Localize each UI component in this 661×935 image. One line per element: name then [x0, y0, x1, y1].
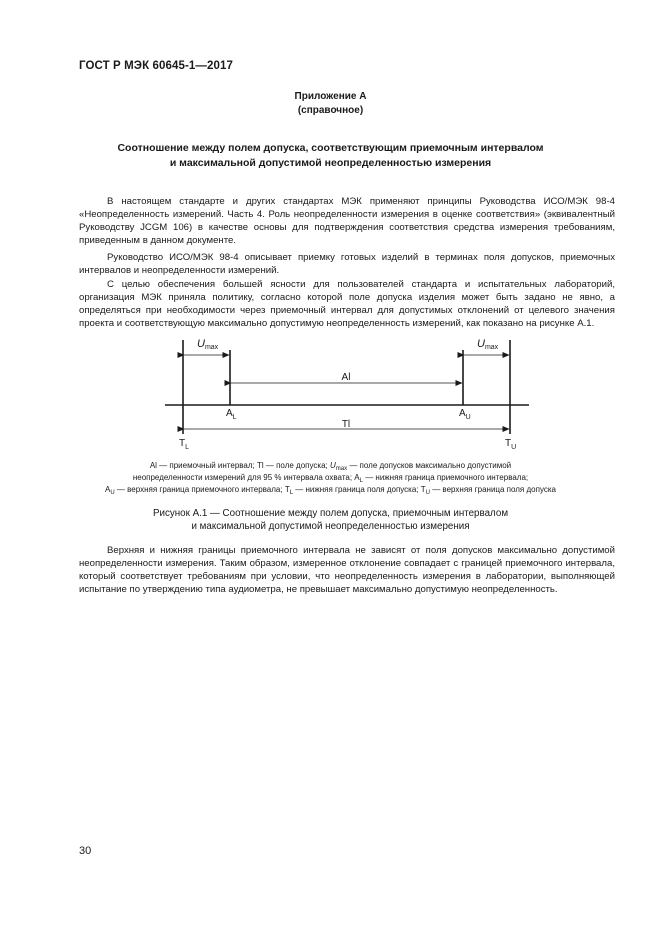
title-line-1: Соотношение между полем допуска, соответствующим приемочным интервалом — [117, 142, 544, 154]
title-line-2: и максимальной допустимой неопределенностью измерения — [169, 157, 492, 169]
appendix-label: Приложение А — [294, 91, 367, 102]
legend-line-1: Al — приемочный интервал; Tl — поле допуска; $U_{max}$ — поле допусков максимально допустимой — [149, 461, 512, 472]
document-code: ГОСТ Р МЭК 60645-1—2017 — [79, 60, 233, 72]
caption-line-1: Рисунок А.1 — Соотношение между полем допуска, приемочным интервалом — [152, 508, 509, 519]
al-interval-label: Al — [341, 372, 351, 383]
appendix-heading — [0, 90, 661, 118]
tolerance-diagram — [0, 330, 661, 460]
umax-upper-label: Umax — [477, 338, 499, 351]
paragraph-2: Руководство ИСО/МЭК 98-4 описывает приемку готовых изделий в терминах поля допусков, приемочных интервалов и неопределенности измерений. — [79, 252, 615, 276]
tl-lower-point-label: $T_L$ — [179, 438, 190, 451]
paragraph-1: В настоящем стандарте и других стандартах МЭК применяют принципы Руководства ИСО/МЭК 98-4 «Неопределенность измерений. Часть 4. Роль неопределенности измерения в оценке соответствия» (эквивалентный Руководству JCGM 106) в качестве основы для подтверждения соответствия средства измерения требованиям, приведенным в данном документе. — [79, 196, 615, 246]
caption-line-2: и максимальной допустимой неопределенностью измерения — [191, 521, 470, 532]
al-lower-point-label: $A_L$ — [226, 408, 237, 421]
umax-lower-label: Umax — [197, 338, 219, 351]
appendix-note: (справочное) — [297, 105, 364, 116]
paragraph-3: С целью обеспечения большей ясности для пользователей стандарта и испытательных лабораторий, организация МЭК приняла политику, согласно которой поле допуска изделия может быть задано не явно, а определяться при необходимости через приемочный интервал для допустимых отклонений от целевого значения проекта и соответствующую максимально допустимую неопределенность измерений, как показано на рисунке А.1. — [79, 279, 615, 329]
paragraph-4: Верхняя и нижняя границы приемочного интервала не зависят от поля допусков максимально допустимой неопределенности измерения. Таким образом, измеренное отклонение совпадает с границей приемочного интервала, который соответствует требованиям при условии, что неопределенность измерения в лаборатории, выполняющей испытание по утверждению типа аудиометра, не превышает максимально допустимую неопределенность. — [79, 545, 615, 595]
legend-line-2: неопределенности измерений для 95 % интервала охвата; $A_L$ — нижняя граница приемочного интервала; — [132, 473, 529, 484]
al-upper-point-label: $A_U$ — [459, 408, 471, 421]
tl-upper-point-label: $T_U$ — [505, 438, 517, 451]
figure-caption — [0, 507, 661, 533]
page-number: 30 — [79, 845, 92, 857]
tl-interval-label: Tl — [341, 419, 351, 430]
figure-legend — [0, 460, 661, 496]
legend-line-3: $A_U$ — верхняя граница приемочного интервала; $T_L$ — нижняя граница поля допуска; $T_U$ — верхняя граница поля допуска — [105, 485, 556, 496]
appendix-title — [0, 141, 661, 171]
